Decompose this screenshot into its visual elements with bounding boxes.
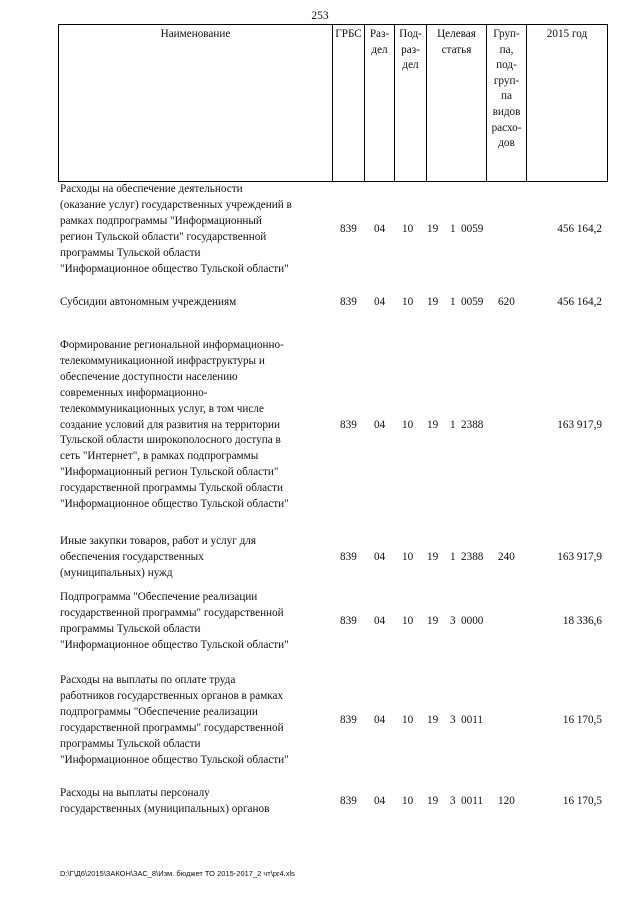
cell-podrazdel: 10	[402, 551, 414, 563]
row-name-line: государственной программы" государственной	[60, 721, 284, 734]
header-year-text: 2015 год	[546, 28, 588, 40]
table-row	[60, 786, 608, 818]
header-podrazdel-line: Под-	[399, 28, 422, 40]
cell-target-program: 19	[427, 551, 439, 563]
cell-target-code: 0011	[461, 795, 483, 807]
cell-razdel: 04	[374, 419, 386, 431]
cell-target-subprogram: 3	[450, 714, 456, 726]
cell-sum: 16 170,5	[562, 714, 602, 726]
row-name	[60, 673, 330, 768]
row-name-line: программы Тульской области	[60, 622, 201, 635]
row-name-line: создание условий для развития на территории	[60, 418, 280, 431]
row-name-line: Расходы на выплаты по оплате труда	[60, 674, 236, 686]
table-row	[60, 673, 608, 769]
cell-target-subprogram: 1	[450, 223, 456, 235]
row-name	[60, 338, 330, 513]
cell-podrazdel: 10	[402, 615, 414, 627]
row-name-line: телекоммуникационных услуг, в том числе	[60, 402, 264, 415]
row-name-line: подпрограммы "Обеспечение реализации	[60, 705, 258, 718]
cell-podrazdel: 10	[402, 795, 414, 807]
cell-target-subprogram: 1	[450, 296, 456, 308]
cell-target-code: 0011	[461, 714, 483, 726]
row-name-line: программы Тульской области	[60, 737, 201, 750]
table-row	[60, 338, 608, 514]
row-name-line: работников государственных органов в рамках	[60, 689, 284, 702]
cell-target-code: 2388	[461, 551, 484, 563]
header-target-line: статья	[441, 43, 472, 56]
header-group-line: па,	[499, 43, 514, 56]
row-name-line: регион Тульской области" государственной	[60, 230, 267, 243]
row-name-line: современных информационно-	[60, 386, 208, 399]
header-group-line: па	[501, 90, 512, 103]
row-name-line: Расходы на обеспечение деятельности	[60, 183, 243, 195]
header-podrazdel-line: раз-	[401, 43, 420, 56]
row-name-line: государственной программы Тульской области	[60, 482, 283, 495]
cell-grbs: 839	[340, 296, 357, 308]
row-name-line: обеспечения государственных	[60, 550, 204, 563]
row-name-line: "Информационное общество Тульской области"	[60, 498, 289, 511]
header-grbs	[333, 25, 365, 181]
cell-target-subprogram: 1	[450, 551, 456, 563]
cell-target-code: 0059	[461, 223, 484, 235]
file-path-footer: D:\Г\Д6\2015\ЗАКОН\ЗАС_8\Изм. бюджет ТО 2015-2017_2 чт\pr4.xls	[60, 869, 295, 878]
header-target	[427, 25, 487, 181]
cell-target-program: 19	[427, 615, 439, 627]
cell-grbs: 839	[340, 615, 357, 627]
cell-target-code: 0059	[461, 296, 484, 308]
row-name	[60, 590, 330, 654]
table-header	[58, 24, 608, 182]
header-razdel	[365, 25, 395, 181]
row-name-line: Субсидии автономным учреждениям	[60, 296, 237, 308]
cell-razdel: 04	[374, 615, 386, 627]
cell-target-program: 19	[427, 714, 439, 726]
cell-grbs: 839	[340, 551, 357, 563]
cell-target-subprogram: 3	[450, 615, 456, 627]
cell-sum: 456 164,2	[557, 296, 602, 308]
cell-razdel: 04	[374, 795, 386, 807]
cell-vr: 120	[498, 795, 515, 807]
row-name-line: (муниципальных) нужд	[60, 566, 173, 579]
row-name	[60, 534, 330, 582]
cell-sum: 16 170,5	[562, 795, 602, 807]
cell-target-program: 19	[427, 795, 439, 807]
cell-grbs: 839	[340, 419, 357, 431]
cell-grbs: 839	[340, 714, 357, 726]
cell-razdel: 04	[374, 223, 386, 235]
cell-target-subprogram: 1	[450, 419, 456, 431]
row-name-line: "Информационное общество Тульской области"	[60, 638, 289, 651]
header-name	[59, 25, 333, 181]
cell-podrazdel: 10	[402, 714, 414, 726]
header-razdel-line: дел	[371, 43, 388, 56]
row-name	[60, 786, 330, 818]
row-name-line: телекоммуникационной инфраструктуры и	[60, 354, 265, 367]
cell-vr: 620	[498, 296, 515, 308]
row-name-line: Тульской области широкополосного доступа в	[60, 434, 281, 447]
cell-sum: 163 917,9	[557, 419, 602, 431]
cell-razdel: 04	[374, 296, 386, 308]
cell-target-code: 2388	[461, 419, 484, 431]
row-name-line: сеть "Интернет", в рамках подпрограммы	[60, 450, 259, 463]
header-group-line: груп-	[493, 74, 520, 87]
header-group-line: Груп-	[493, 28, 520, 40]
row-name-line: государственной программы" государственной	[60, 606, 284, 619]
header-name-text: Наименование	[160, 28, 231, 40]
header-razdel-line: Раз-	[369, 28, 390, 40]
cell-sum: 163 917,9	[557, 551, 602, 563]
row-name-line: (оказание услуг) государственных учреждений в	[60, 198, 292, 211]
cell-target-program: 19	[427, 223, 439, 235]
row-name-line: Подпрограмма "Обеспечение реализации	[60, 591, 258, 603]
header-grbs-text: ГРБС	[335, 28, 362, 40]
cell-sum: 18 336,6	[562, 615, 602, 627]
row-name-line: Иные закупки товаров, работ и услуг для	[60, 535, 257, 547]
page-number: 253	[311, 10, 329, 22]
row-name-line: Расходы на выплаты персоналу	[60, 787, 210, 799]
row-name-line: рамках подпрограммы "Информационный	[60, 214, 262, 227]
header-group-line: видов	[492, 105, 521, 118]
cell-vr: 240	[498, 551, 515, 563]
cell-razdel: 04	[374, 714, 386, 726]
table-row	[60, 295, 608, 311]
cell-target-program: 19	[427, 419, 439, 431]
header-group-line: под-	[496, 59, 517, 72]
header-podrazdel	[395, 25, 427, 181]
row-name-line: обеспечение доступности населению	[60, 370, 238, 383]
header-group-line: дов	[498, 137, 515, 150]
row-name-line: "Информационное общество Тульской области"	[60, 753, 289, 766]
row-name-line: "Информационный регион Тульской области"	[60, 466, 279, 479]
header-year	[527, 25, 607, 181]
cell-podrazdel: 10	[402, 223, 414, 235]
row-name	[60, 295, 330, 311]
table-row	[60, 534, 608, 582]
cell-sum: 456 164,2	[557, 223, 602, 235]
table-row	[60, 182, 608, 278]
cell-grbs: 839	[340, 795, 357, 807]
row-name	[60, 182, 330, 277]
table-row	[60, 590, 608, 654]
cell-grbs: 839	[340, 223, 357, 235]
row-name-line: программы Тульской области	[60, 246, 201, 259]
header-group	[487, 25, 527, 181]
row-name-line: государственных (муниципальных) органов	[60, 802, 270, 815]
header-group-line: расхо-	[491, 121, 522, 134]
cell-target-subprogram: 3	[450, 795, 456, 807]
cell-target-code: 0000	[461, 615, 484, 627]
cell-target-program: 19	[427, 296, 439, 308]
cell-razdel: 04	[374, 551, 386, 563]
row-name-line: Формирование региональной информационно-	[60, 339, 284, 351]
cell-podrazdel: 10	[402, 419, 414, 431]
cell-podrazdel: 10	[402, 296, 414, 308]
row-name-line: "Информационное общество Тульской области"	[60, 262, 289, 275]
header-target-line: Целевая	[437, 28, 476, 40]
header-podrazdel-line: дел	[402, 59, 419, 72]
